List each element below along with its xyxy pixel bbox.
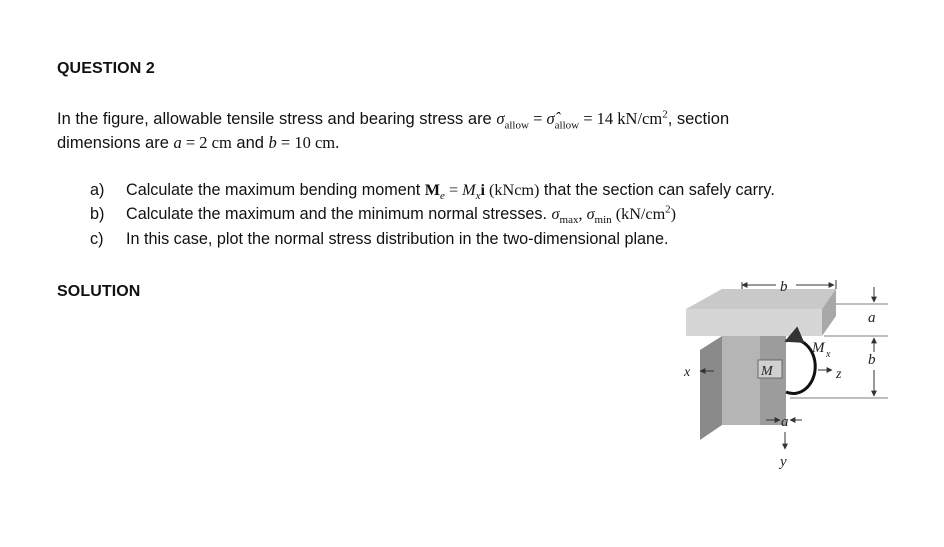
sigma-hat-symbol: σ̂ — [546, 109, 555, 128]
sigma-symbol: σ — [551, 205, 560, 223]
label-m-box: M — [761, 364, 773, 379]
exponent: 2 — [662, 108, 668, 121]
web-back-face — [700, 336, 722, 440]
equals-sign-2: = — [579, 109, 597, 128]
unit-close: ) — [670, 205, 677, 223]
comma: , — [578, 205, 587, 223]
task-text: Calculate the maximum bending moment — [126, 181, 421, 199]
unit: (kNcm) — [485, 181, 540, 199]
web-left-face — [722, 336, 760, 425]
label-x: x — [684, 365, 691, 380]
a-value: = 2 cm — [181, 133, 232, 152]
b-value: = 10 cm. — [276, 133, 340, 152]
problem-text-2: dimensions are — [57, 134, 169, 152]
i-unit-vector: i — [480, 181, 485, 199]
allow-subscript-2: allow — [554, 119, 580, 132]
equals-sign: = — [444, 181, 463, 199]
label-b-right: b — [868, 352, 876, 368]
and-text: and — [236, 134, 264, 152]
label-y: y — [780, 454, 787, 470]
allow-subscript: allow — [504, 119, 529, 132]
label-mx: M — [812, 340, 825, 356]
task-text: In this case, plot the normal stress distribution in the two-dimensional plane. — [126, 230, 669, 248]
flange-top-face — [686, 289, 836, 309]
stress-value: 14 kN/cm — [596, 109, 663, 128]
task-c — [90, 230, 669, 249]
question-heading: QUESTION 2 — [57, 60, 155, 77]
equals-sign: = — [528, 109, 547, 128]
beam-web — [700, 336, 786, 440]
task-b — [90, 203, 677, 227]
sigma-symbol: σ — [496, 109, 505, 128]
task-label: b) — [90, 205, 105, 223]
problem-text: In the figure, allowable tensile stress and bearing stress are — [57, 110, 492, 128]
a-symbol: a — [173, 133, 182, 152]
solution-heading: SOLUTION — [57, 283, 141, 300]
b-symbol: b — [268, 133, 277, 152]
beam-top-flange — [686, 289, 836, 336]
mx-symbol: M — [462, 181, 476, 199]
label-mx-subscript: x — [826, 349, 831, 360]
t-beam-figure — [670, 265, 900, 480]
label-b-top: b — [780, 279, 788, 295]
unit: (kN/cm — [611, 205, 666, 223]
task-text-2: that the section can safely carry. — [539, 181, 775, 199]
problem-line-1 — [57, 107, 729, 131]
label-z: z — [836, 367, 842, 382]
x-subscript: x — [475, 190, 481, 203]
exponent: 2 — [665, 203, 671, 216]
problem-text-end: , section — [667, 110, 730, 128]
max-subscript: max — [559, 214, 579, 227]
task-label: c) — [90, 230, 104, 248]
min-subscript: min — [594, 214, 612, 227]
flange-front-face — [686, 309, 822, 336]
sigma-symbol-2: σ — [586, 205, 595, 223]
label-a-bottom: a — [781, 414, 789, 430]
web-shadow-face — [760, 336, 786, 425]
moment-arrow-icon — [786, 339, 815, 393]
task-a — [90, 181, 775, 203]
moment-vector: M — [424, 181, 440, 199]
problem-line-2 — [57, 131, 339, 155]
task-label: a) — [90, 181, 105, 199]
task-text: Calculate the maximum and the minimum normal stresses. — [126, 205, 548, 223]
e-subscript: e — [440, 190, 445, 203]
label-a-right: a — [868, 310, 876, 326]
